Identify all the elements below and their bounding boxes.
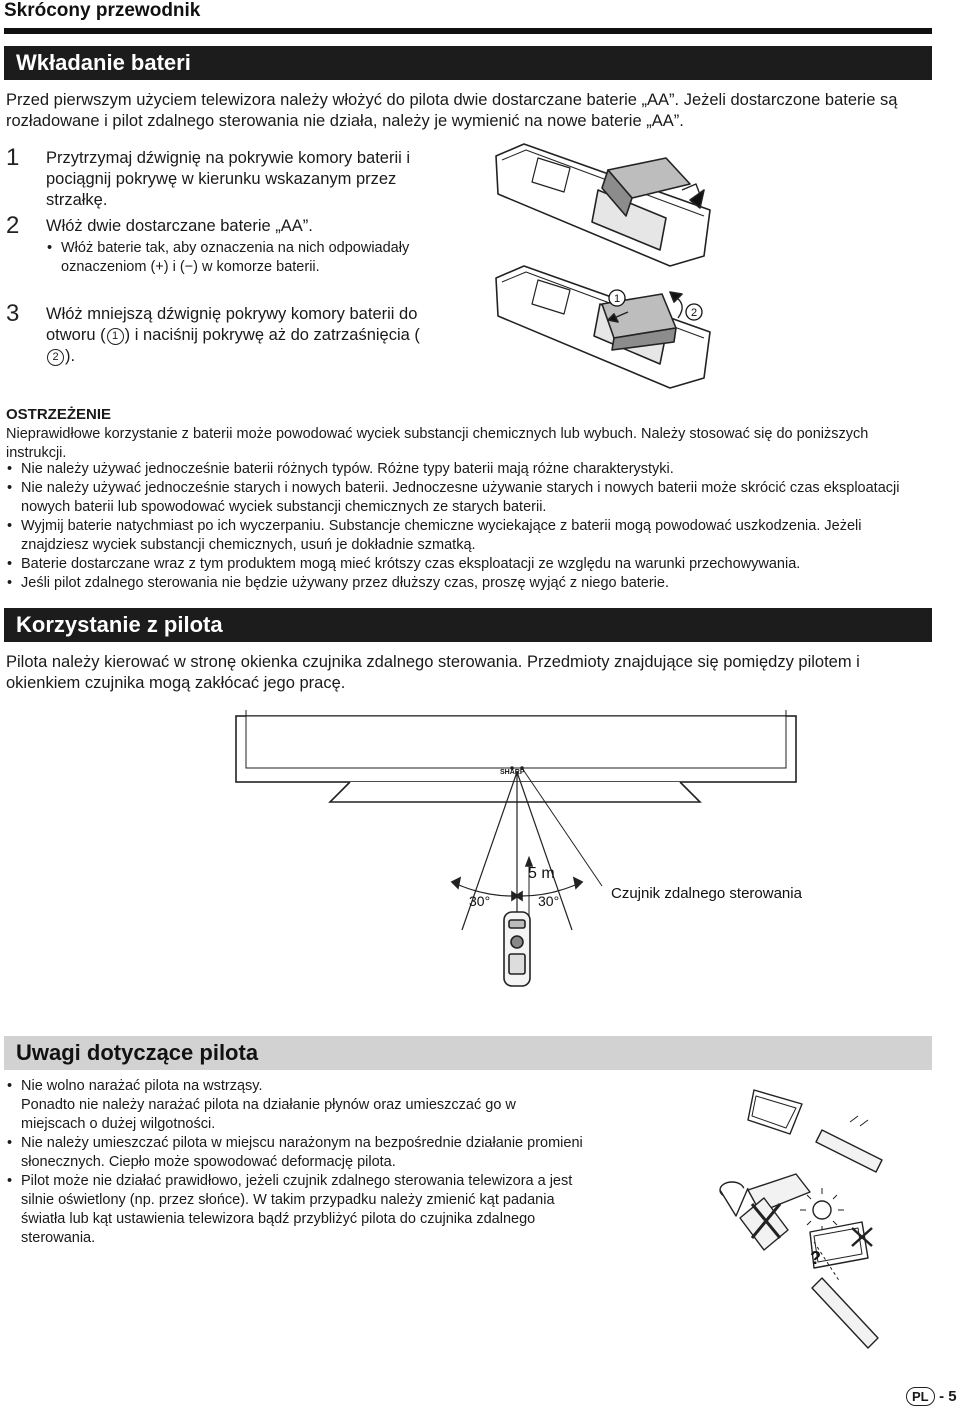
figure-marker-1: 1 — [613, 293, 621, 305]
step-3-number: 3 — [6, 300, 20, 327]
tv-brand: SHARP — [500, 769, 525, 776]
remote-note-item: • Pilot może nie działać prawidłowo, jeżeli czujnik zdalnego sterowania telewizora a jest silnie oświetlony (np. przez słońce). W takim przypadku należy zmienić kąt padania światła lub kąt ustawienia telewizora bądź przybliżyć pilota do czujnika zdalnego sterowania. — [6, 1172, 584, 1248]
language-badge: PL — [906, 1387, 935, 1406]
question-mark: ? — [810, 1248, 821, 1268]
step-3-text-c: ). — [65, 347, 76, 365]
sensor-label: Czujnik zdalnego sterowania — [611, 885, 802, 902]
step-3-text-a: Włóż mniejszą dźwignię pokrywy komory baterii do otworu ( — [46, 305, 418, 344]
range-angle-left-label: 30° — [469, 893, 491, 909]
page-footer — [906, 1387, 957, 1406]
page-header-title: Skrócony przewodnik — [4, 0, 201, 21]
step-3-marker-1: 1 — [107, 328, 124, 345]
section-title-remote-notes: Uwagi dotyczące pilota — [4, 1036, 932, 1070]
warning-item: • Jeśli pilot zdalnego sterowania nie będzie używany przez dłuższy czas, proszę wyjąć z niego baterie. — [6, 574, 921, 593]
remote-notes-list — [6, 1077, 584, 1248]
remote-range-diagram — [230, 706, 830, 996]
step-1-text: Przytrzymaj dźwignię na pokrywie komory baterii i pociągnij pokrywę w kierunku wskazanym przez strzałkę. — [46, 149, 411, 209]
range-angle-right-label: 30° — [538, 893, 560, 909]
step-3-text — [46, 304, 438, 367]
battery-intro: Przed pierwszym użyciem telewizora należy włożyć do pilota dwie dostarczane baterie „AA”. Jeżeli dostarczone baterie są rozładowane i pilot zdalnego sterowania nie działa, należy je wymienić na nowe baterie „AA”. — [6, 91, 898, 130]
remote-note-item — [6, 1077, 584, 1134]
range-distance-label: 5 m — [528, 865, 555, 882]
warning-intro: Nieprawidłowe korzystanie z baterii może powodować wyciek substancji chemicznych lub wybuch. Należy stosować się do poniższych instrukcji. — [6, 426, 869, 461]
step-2-bullet: • Włóż baterie tak, aby oznaczenia na nich odpowiadały oznaczeniom (+) i (−) w komorze baterii. — [46, 239, 426, 277]
remote-use-intro: Pilota należy kierować w stronę okienka czujnika zdalnego sterowania. Przedmioty znajdujące się pomiędzy pilotem i okienkiem czujnika mogą zakłócać jego pracę. — [6, 653, 860, 692]
remote-note-first: Nie wolno narażać pilota na wstrząsy. — [21, 1078, 263, 1094]
step-2-number: 2 — [6, 212, 20, 239]
warning-title: OSTRZEŻENIE — [6, 406, 112, 423]
warning-item: • Nie należy używać jednocześnie baterii różnych typów. Różne typy baterii mają różne charakterystyki. — [6, 460, 921, 479]
warning-item: • Wyjmij baterie natychmiast po ich wyczerpaniu. Substancje chemiczne wyciekające z baterii mogą powodować uszkodzenia. Jeżeli znajdziesz wyciek substancji chemicznych, usuń je dokładnie szmatką. — [6, 517, 921, 555]
warning-item: • Nie należy używać jednocześnie starych i nowych baterii. Jednoczesne używanie starych i nowych baterii może skrócić czas eksploatacji nowych baterii lub spowodować wyciek substancji chemicznych ze starych baterii. — [6, 479, 921, 517]
warning-list — [6, 460, 921, 593]
step-3-marker-2: 2 — [47, 349, 64, 366]
section-title-remote-use: Korzystanie z pilota — [4, 608, 932, 642]
figure-marker-2: 2 — [690, 307, 698, 319]
step-1-number: 1 — [6, 144, 20, 171]
remote-note-rest: Ponadto nie należy narażać pilota na działanie płynów oraz umieszczać go w miejscach o dużej wilgotności. — [21, 1097, 516, 1132]
step-3-text-b: ) i naciśnij pokrywę aż do zatrzaśnięcia ( — [124, 326, 420, 344]
header-rule — [4, 28, 932, 34]
step-2-bullets — [46, 239, 426, 277]
step-2-text: Włóż dwie dostarczane baterie „AA”. — [46, 217, 313, 235]
page-number: - 5 — [939, 1388, 957, 1405]
warning-item: • Baterie dostarczane wraz z tym produktem mogą mieć krótszy czas eksploatacji ze względu na warunki przechowywania. — [6, 555, 921, 574]
battery-cover-illustration — [490, 138, 720, 398]
section-title-battery: Wkładanie bateri — [4, 46, 932, 80]
remote-notes-illustration — [700, 1082, 900, 1352]
remote-note-item: • Nie należy umieszczać pilota w miejscu narażonym na bezpośrednie działanie promieni słonecznych. Ciepło może spowodować deformację pilota. — [6, 1134, 584, 1172]
